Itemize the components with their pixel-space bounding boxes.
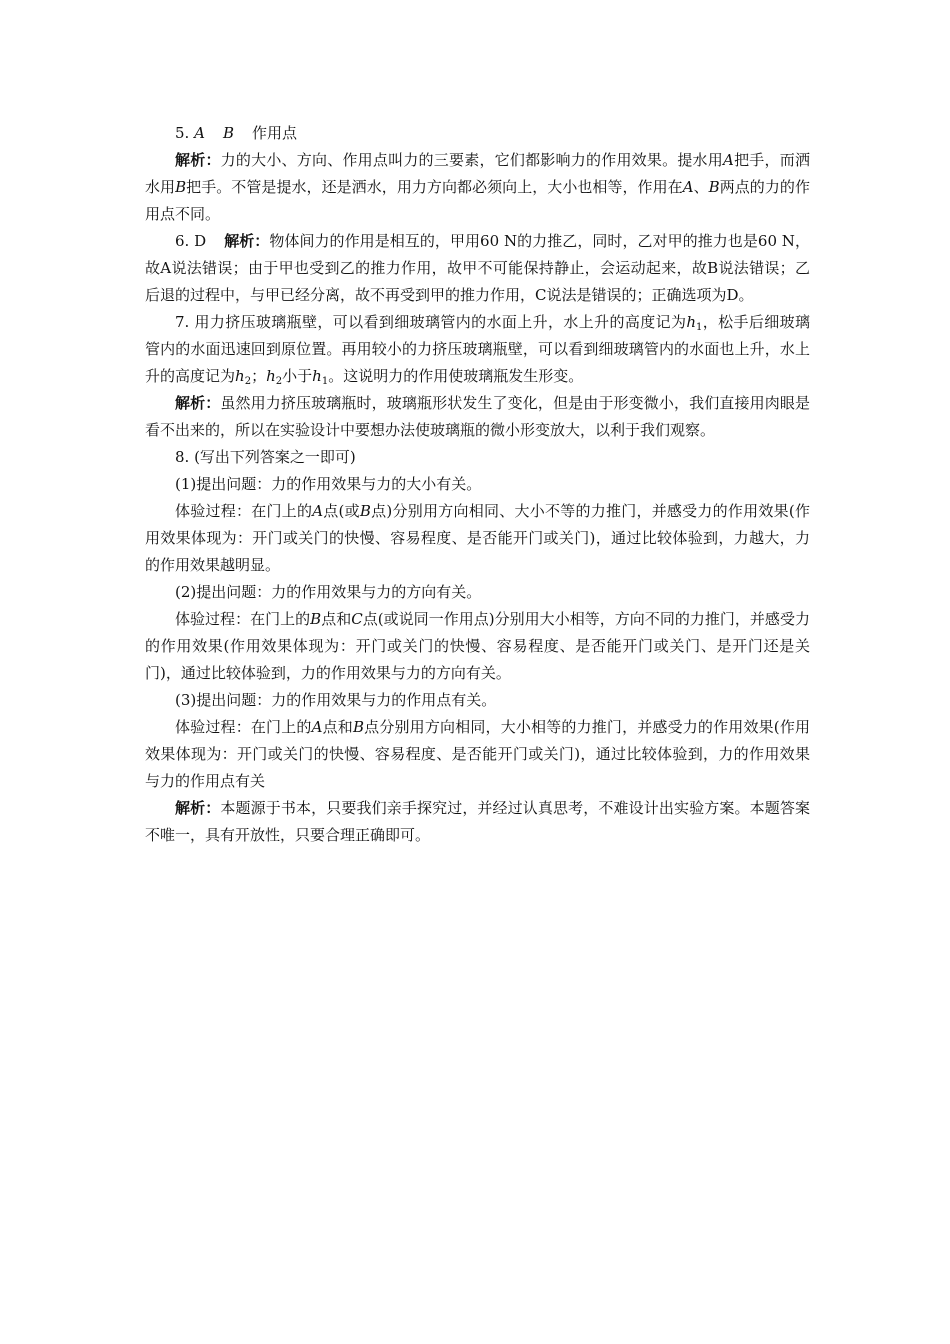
q8-text: 点和 [321,610,352,628]
q8-text: 体验过程：在门上的 [175,718,312,736]
q5-answer [145,120,810,147]
q5-text: 把手，而洒水用 [145,151,810,196]
q7-analysis-label: 解析： [175,394,221,412]
height-symbol: h [312,367,322,385]
q7-text: 。这说明力的作用使玻璃瓶发生形变。 [328,367,584,385]
q8-process-2 [145,606,810,687]
height-subscript: 2 [244,376,252,387]
q7-text: ，松手后细玻璃管内的水面迅速回到原位置。再用较小的力挤压玻璃瓶壁，可以看到细玻璃管内的水面也上升，水上升的高度记为 [145,313,810,385]
point-label: B [359,502,371,520]
point-label: B [708,178,720,196]
q8-text: 体验过程：在门上的 [175,502,313,520]
q8-text: 点(或说同一作用点)分别用大小相等，方向不同的力推门，并感受力的作用效果(作用效果体现为：开门或关门的快慢、容易程度、是否能开门或关门、是开门还是关门)，通过比较体验到，力的作用效果与力的方向有关。 [145,610,810,682]
point-label: A [311,718,323,736]
height-symbol: h [266,367,276,385]
q5-text: 把手。不管是提水，还是洒水，用力方向都必须向上，大小也相等，作用在 [186,178,683,196]
q8-text: 体验过程：在门上的 [175,610,311,628]
point-label: A [682,178,694,196]
answer-content [145,120,810,849]
point-label: A [312,502,324,520]
height-symbol: h [686,313,697,331]
q8-text: 点(或 [323,502,360,520]
q8-text: 点分别用方向相同，大小相等的力推门，并感受力的作用效果(作用效果体现为：开门或关门的快慢、容易程度、是否能开门或关门)，通过比较体验到，力的作用效果与力的作用点有关 [145,718,810,790]
q5-analysis [145,147,810,228]
q7-analysis [145,390,810,444]
q7-analysis-text: 虽然用力挤压玻璃瓶时，玻璃瓶形状发生了变化，但是由于形变微小，我们直接用肉眼是看不出来的，所以在实验设计中要想办法使玻璃瓶的微小形变放大，以利于我们观察。 [145,394,810,439]
q5-text: 力的大小、方向、作用点叫力的三要素，它们都影响力的作用效果。提水用 [220,151,724,169]
q6-analysis-text: 物体间力的作用是相互的，甲用60 N的力推乙，同时，乙对甲的推力也是60 N，故A说法错误；由于甲也受到乙的推力作用，故甲不可能保持静止，会运动起来，故B说法错误；乙后退的过程中，与甲已经分离，故不再受到甲的推力作用，C说法是错误的；正确选项为D。 [145,232,810,304]
q6-answer [145,228,810,309]
q8-question-1: (1)提出问题：力的作用效果与力的大小有关。 [175,475,482,493]
q8-process-1 [145,498,810,579]
point-label: B [352,718,364,736]
q6-analysis-label: 解析： [224,232,270,250]
q7-text: 小于 [282,367,313,385]
q8-question-3: (3)提出问题：力的作用效果与力的作用点有关。 [175,691,497,709]
q5-analysis-label: 解析： [175,151,221,169]
q8-text: 点和 [322,718,353,736]
q5-text: 两点的力的作用点不同。 [145,178,810,223]
q5-text: 、 [693,178,709,196]
point-label: B [175,178,187,196]
point-label: A [723,151,734,169]
q5-answer-1: A [194,124,205,142]
height-subscript: 1 [321,376,329,387]
q8-analysis [145,795,810,849]
height-symbol: h [235,367,245,385]
q5-answer-3: 作用点 [251,124,297,142]
height-subscript: 1 [696,322,703,333]
q8-analysis-label: 解析： [175,799,221,817]
q6-number: 6. D [175,232,207,250]
point-label: C [351,610,363,628]
height-subscript: 2 [275,376,283,387]
point-label: B [310,610,322,628]
q8-question-2: (2)提出问题：力的作用效果与力的方向有关。 [175,583,482,601]
q7-text: 7. 用力挤压玻璃瓶壁，可以看到细玻璃管内的水面上升，水上升的高度记为 [175,313,687,331]
q8-intro: 8. (写出下列答案之一即可) [175,448,356,466]
q7-text: ； [251,367,267,385]
q5-answer-2: B [222,124,234,142]
q8-text: 点)分别用方向相同、大小不等的力推门，并感受力的作用效果(作用效果体现为：开门或关门的快慢、容易程度、是否能开门或关门)，通过比较体验到，力越大，力的作用效果越明显。 [145,502,810,574]
q7-answer [145,309,810,390]
q8-analysis-text: 本题源于书本，只要我们亲手探究过，并经过认真思考，不难设计出实验方案。本题答案不唯一，具有开放性，只要合理正确即可。 [145,799,810,844]
q5-number: 5. [175,124,190,142]
q8-process-3 [145,714,810,795]
